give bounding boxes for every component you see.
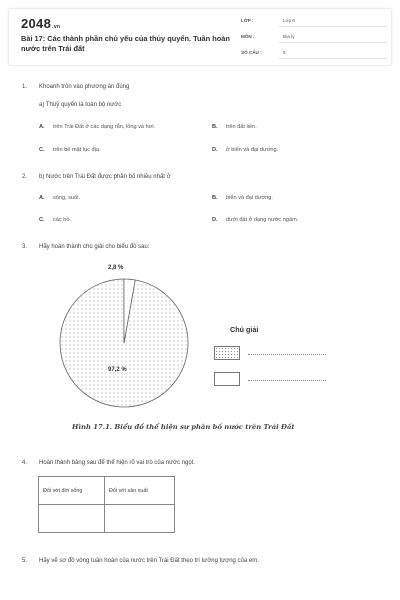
table-cell-life-answer[interactable] (39, 505, 105, 533)
legend-answer-line-1[interactable] (248, 354, 326, 355)
meta-question-count: SỐ CÂU : 5 (241, 47, 387, 60)
lesson-title: Bài 17: Các thành phần chủ yếu của thủy quyển. Tuần hoàn nước trên Trái đất (21, 34, 230, 53)
q1-option-b[interactable]: B. trên đất liền. (212, 124, 257, 130)
q1-option-d[interactable]: D. ở biển và đại dương. (212, 147, 279, 153)
q2-option-c[interactable]: C. các hồ. (39, 217, 72, 223)
meta-class: LỚP : Lớp 6 (241, 15, 387, 28)
q1-option-a[interactable]: A. trên Trái Đất ở các dạng rắn, lỏng và hơi. (39, 124, 156, 130)
meta-subject: MÔN : Địa lý (241, 31, 387, 44)
legend-swatch-white (214, 372, 240, 386)
legend-title: Chú giải (230, 325, 259, 334)
legend-swatch-dotted (214, 346, 240, 360)
table-header-life: Đối với đời sống (39, 477, 105, 505)
legend-answer-line-2[interactable] (248, 380, 326, 381)
q2-option-a[interactable]: A. sông, suối. (39, 195, 81, 201)
figure-caption: Hình 17.1. Biểu đồ thể hiện sự phân bố nước trên Trái Đất (72, 423, 295, 431)
q1-option-c[interactable]: C. trên bề mặt lục địa. (39, 147, 101, 153)
freshwater-role-table (38, 476, 175, 533)
question-1-sub: a) Thuỷ quyển là toàn bộ nước (39, 102, 122, 108)
site-logo[interactable]: 2048.vn (21, 16, 61, 31)
pie-label-large-slice: 97,2 % (108, 367, 127, 373)
pie-label-small-slice: 2,8 % (108, 265, 124, 271)
lesson-header (8, 8, 392, 66)
water-distribution-pie-chart (56, 275, 192, 411)
q2-option-d[interactable]: D. dưới đất ở dạng nước ngầm. (212, 217, 299, 223)
table-header-production: Đối với sản xuất (105, 477, 175, 505)
table-cell-production-answer[interactable] (105, 505, 175, 533)
q2-option-b[interactable]: B. biển và đại dương. (212, 195, 273, 201)
